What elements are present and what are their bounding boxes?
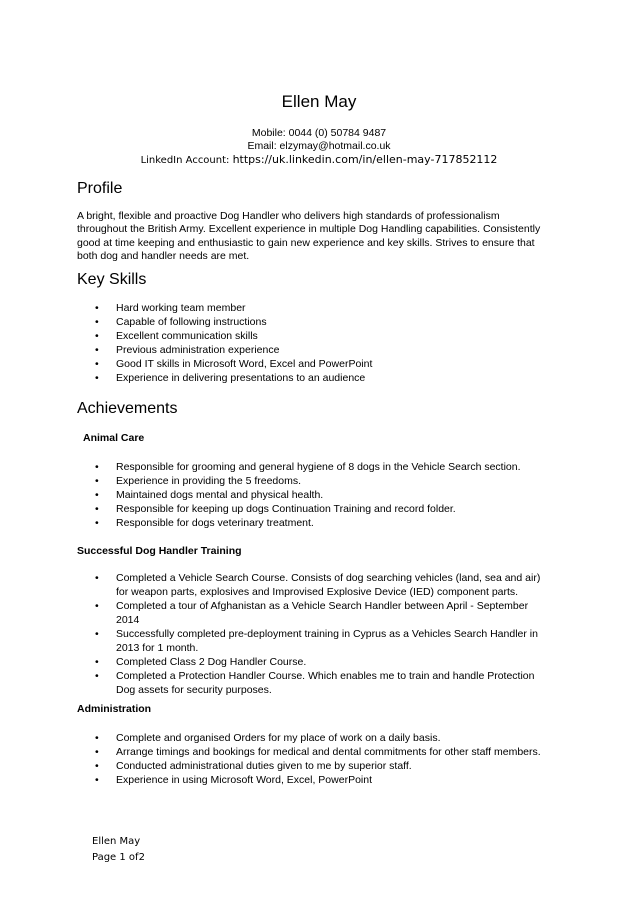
linkedin-label: LinkedIn Account: [140, 155, 233, 166]
animal-care-list [0, 460, 548, 530]
profile-paragraph [77, 210, 561, 263]
profile-line: both dog and handler needs are met. [77, 249, 250, 262]
bullet-icon: • [95, 572, 99, 584]
training-title: Successful Dog Handler Training [77, 545, 242, 557]
bullet-icon: • [95, 489, 99, 501]
page-footer [92, 834, 145, 866]
list-item: • Complete and organised Orders for my place of work on a daily basis. [95, 732, 441, 744]
administration-title: Administration [77, 703, 152, 715]
bullet-icon: • [95, 732, 99, 744]
linkedin-line [0, 153, 638, 166]
list-item: • Experience in providing the 5 freedoms. [95, 475, 302, 487]
list-item: • Completed a Protection Handler Course. Which enables me to train and handle Protection Dog assets for security purposes. [95, 670, 535, 696]
key-skills-list [0, 301, 548, 385]
list-item: • Previous administration experience [95, 344, 280, 356]
list-item: • Successfully completed pre-deployment training in Cyprus as a Vehicles Search Handler in 2013 for 1 month. [95, 628, 538, 654]
email-address: Email: elzymay@hotmail.co.uk [247, 140, 391, 152]
bullet-icon: • [95, 760, 99, 772]
list-item: • Experience in using Microsoft Word, Excel, PowerPoint [95, 774, 372, 786]
bullet-icon: • [95, 475, 99, 487]
administration-list [0, 731, 548, 787]
bullet-icon: • [95, 670, 99, 682]
bullet-icon: • [95, 503, 99, 515]
key-skills-heading: Key Skills [77, 271, 147, 288]
bullet-icon: • [95, 517, 99, 529]
bullet-icon: • [95, 302, 99, 314]
animal-care-title: Animal Care [83, 432, 145, 444]
list-item: • Good IT skills in Microsoft Word, Excel and PowerPoint [95, 358, 373, 370]
list-item: • Responsible for keeping up dogs Continuation Training and record folder. [95, 503, 456, 515]
profile-line: good at time keeping and enthusiastic to gain new experience and key skills. Strives to ensure that [77, 236, 535, 249]
training-list [0, 571, 548, 697]
list-item: • Arrange timings and bookings for medical and dental commitments for other staff members. [95, 746, 541, 758]
achievements-heading: Achievements [77, 400, 178, 417]
list-item: • Capable of following instructions [95, 316, 267, 328]
footer-page-number: Page 1 of2 [92, 852, 145, 863]
bullet-icon: • [95, 461, 99, 473]
list-item: • Responsible for grooming and general hygiene of 8 dogs in the Vehicle Search section. [95, 461, 521, 473]
profile-line: throughout the British Army. Excellent experience in multiple Dog Handling capabilities. Consistently [77, 223, 541, 236]
mobile-number: Mobile: 0044 (0) 50784 9487 [251, 127, 387, 139]
bullet-icon: • [95, 746, 99, 758]
list-item: • Experience in delivering presentations to an audience [95, 372, 366, 384]
bullet-icon: • [95, 344, 99, 356]
bullet-icon: • [95, 330, 99, 342]
bullet-icon: • [95, 656, 99, 668]
list-item: • Conducted administrational duties given to me by superior staff. [95, 760, 412, 772]
bullet-icon: • [95, 372, 99, 384]
bullet-icon: • [95, 358, 99, 370]
list-item: • Excellent communication skills [95, 330, 258, 342]
resume-name: Ellen May [281, 92, 357, 111]
profile-heading: Profile [77, 180, 123, 197]
list-item: • Completed a tour of Afghanistan as a Vehicle Search Handler between April - September 2014 [95, 600, 529, 626]
footer-name: Ellen May [92, 836, 141, 847]
list-item: • Completed Class 2 Dog Handler Course. [95, 656, 307, 668]
list-item: • Completed a Vehicle Search Course. Consists of dog searching vehicles (land, sea and air) for weapon parts, explosives and Improvised Explosive Device (IED) component parts. [95, 572, 541, 598]
linkedin-url: https://uk.linkedin.com/in/ellen-may-717852112 [232, 153, 498, 166]
list-item: • Maintained dogs mental and physical health. [95, 489, 324, 501]
bullet-icon: • [95, 628, 99, 640]
bullet-icon: • [95, 774, 99, 786]
bullet-icon: • [95, 600, 99, 612]
list-item: • Hard working team member [95, 302, 246, 314]
profile-line: A bright, flexible and proactive Dog Handler who delivers high standards of professionalism [77, 210, 500, 222]
list-item: • Responsible for dogs veterinary treatment. [95, 517, 314, 529]
bullet-icon: • [95, 316, 99, 328]
